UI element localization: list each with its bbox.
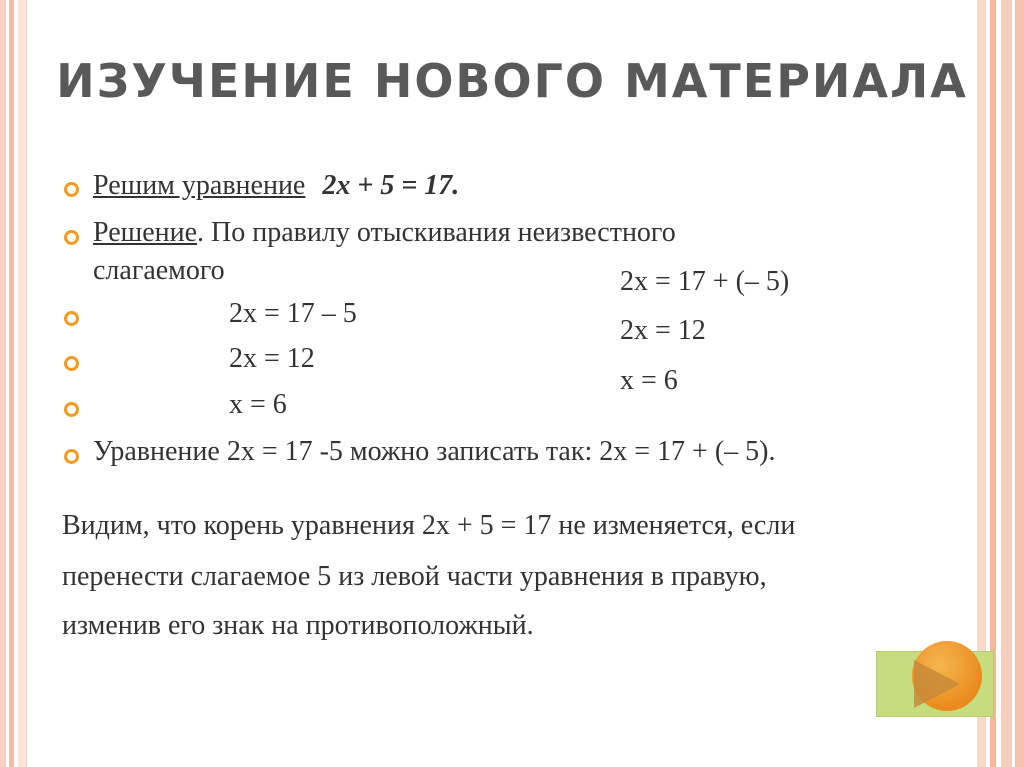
bullet-line-1 — [93, 170, 459, 202]
solution-text: . По правилу отыскивания неизвестного — [197, 217, 676, 248]
bullet-line-2 — [93, 217, 676, 249]
play-icon[interactable] — [914, 660, 960, 708]
bullet-icon — [64, 449, 79, 464]
bullet-icon — [64, 182, 79, 197]
slide-area — [26, 0, 975, 767]
step-2: 2х = 12 — [229, 343, 315, 374]
equation-intro: Решим уравнение — [93, 170, 306, 201]
left-decorative-border — [0, 0, 26, 767]
slide-title: ИЗУЧЕНИЕ НОВОГО МАТЕРИАЛА — [56, 54, 968, 108]
bullet-line-2-cont: слагаемого — [93, 255, 225, 286]
step-1: 2х = 17 – 5 — [229, 298, 357, 329]
bullet-icon — [64, 230, 79, 245]
alt-step-2: 2х = 12 — [620, 315, 706, 346]
bullet-icon — [64, 356, 79, 371]
equation: 2х + 5 = 17. — [322, 170, 460, 201]
conclusion-line-2: перенести слагаемое 5 из левой части уравнения в правую, — [62, 561, 767, 592]
bullet-line-6: Уравнение 2х = 17 -5 можно записать так: 2х = 17 + (– 5). — [93, 436, 776, 467]
bullet-icon — [64, 402, 79, 417]
conclusion-line-1: Видим, что корень уравнения 2х + 5 = 17 не изменяется, если — [62, 510, 796, 541]
alt-step-3: х = 6 — [620, 365, 678, 396]
step-3: х = 6 — [229, 389, 287, 420]
solution-label: Решение — [93, 217, 198, 248]
bullet-icon — [64, 311, 79, 326]
conclusion-line-3: изменив его знак на противоположный. — [62, 610, 534, 641]
alt-step-1: 2х = 17 + (– 5) — [620, 266, 790, 297]
